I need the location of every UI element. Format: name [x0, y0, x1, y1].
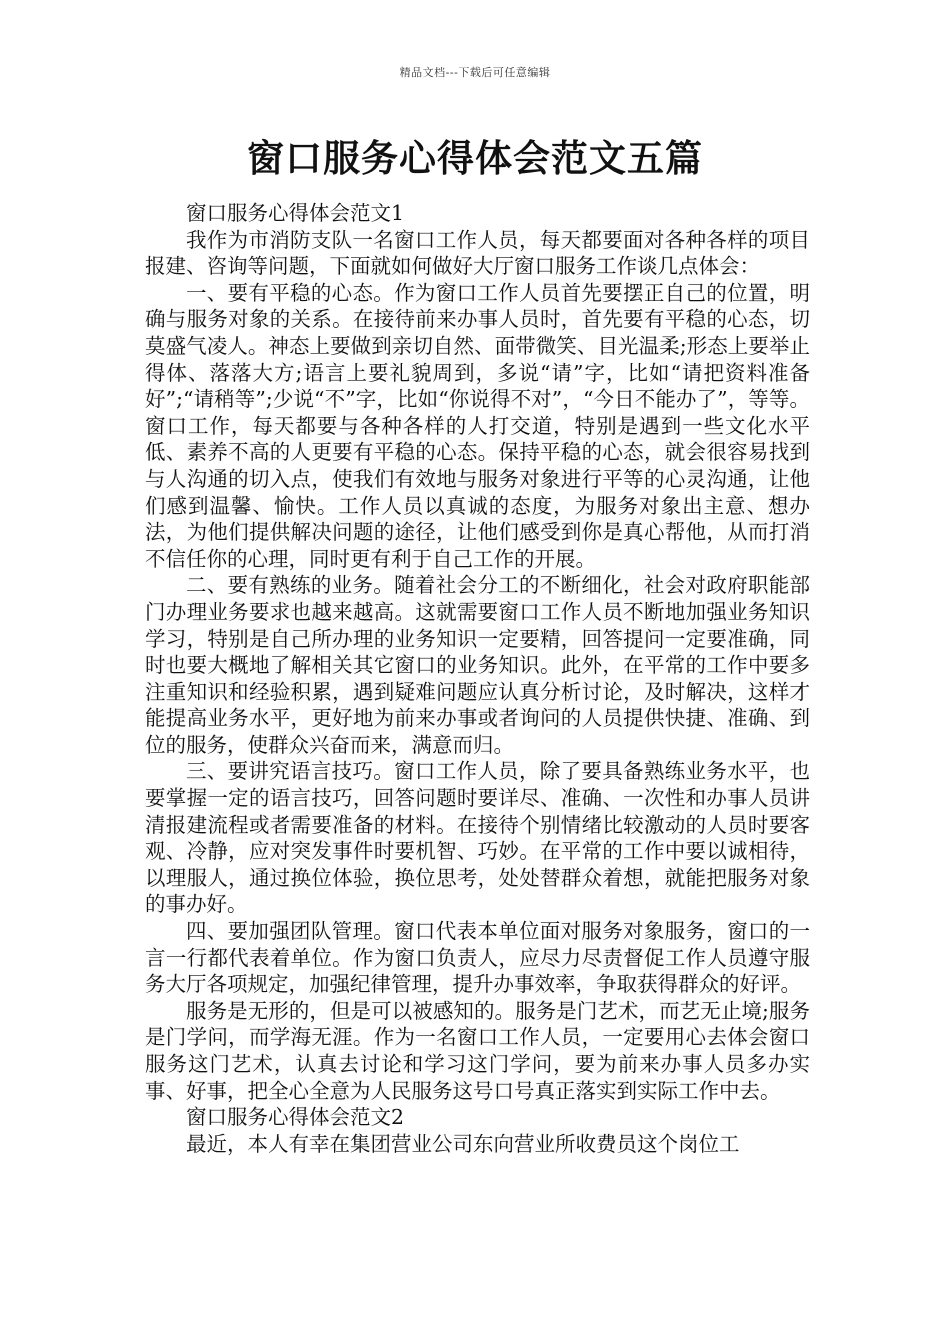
body-paragraph-point-2: 二、要有熟练的业务。随着社会分工的不断细化，社会对政府职能部门办理业务要求也越来越高。这就需要窗口工作人员不断地加强业务知识学习，特别是自己所办理的业务知识一定要精，回答提问一定要准确，同时也要大概地了解相关其它窗口的业务知识。此外，在平常的工作中要多注重知识和经验积累，遇到疑难问题应认真分析讨论，及时解决，这样才能提高业务水平，更好地为前来办事或者询问的人员提供快捷、准确、到位的服务，使群众兴奋而来，满意而归。	[145, 573, 810, 757]
body-paragraph-point-4: 四、要加强团队管理。窗口代表本单位面对服务对象服务，窗口的一言一行都代表着单位。作为窗口负责人，应尽力尽责督促工作人员遵守服务大厅各项规定，加强纪律管理，提升办事效率，争取获得群众的好评。	[145, 919, 810, 997]
section-heading-2: 窗口服务心得体会范文2	[186, 1105, 405, 1130]
document-title: 窗口服务心得体会范文五篇	[247, 137, 703, 180]
body-paragraph-section-2-start: 最近，本人有幸在集团营业公司东向营业所收费员这个岗位工	[186, 1131, 740, 1156]
body-paragraph-intro: 我作为市消防支队一名窗口工作人员，每天都要面对各种各样的项目报建、咨询等问题，下面就如何做好大厅窗口服务工作谈几点体会：	[145, 227, 810, 279]
body-paragraph-conclusion: 服务是无形的，但是可以被感知的。服务是门艺术，而艺无止境;服务是门学问，而学海无涯。作为一名窗口工作人员，一定要用心去体会窗口服务这门艺术，认真去讨论和学习这门学问，要为前来办事人员多办实事、好事，把全心全意为人民服务这号口号真正落实到实际工作中去。	[145, 998, 810, 1103]
section-heading-1: 窗口服务心得体会范文1	[186, 201, 405, 225]
header-note: 精品文档---下载后可任意编辑	[399, 66, 551, 79]
body-paragraph-point-3: 三、要讲究语言技巧。窗口工作人员，除了要具备熟练业务水平，也要掌握一定的语言技巧，回答问题时要详尽、准确、一次性和办事人员讲清报建流程或者需要准备的材料。在接待个别情绪比较激动的人员时要客观、冷静，应对突发事件时要机智、巧妙。在平常的工作中要以诚相待，以理服人，通过换位体验，换位思考，处处替群众着想，就能把服务对象的事办好。	[145, 759, 810, 917]
body-paragraph-point-1: 一、要有平稳的心态。作为窗口工作人员首先要摆正自己的位置，明确与服务对象的关系。在接待前来办事人员时，首先要有平稳的心态，切莫盛气凌人。神态上要做到亲切自然、面带微笑、目光温柔;形态上要举止得体、落落大方;语言上要礼貌周到，多说“请”字，比如“请把资料准备好”;“请稍等”;少说“不”字，比如“你说得不对”，“今日不能办了”，等等。窗口工作，每天都要与各种各样的人打交道，特别是遇到一些文化水平低、素养不高的人更要有平稳的心态。保持平稳的心态，就会很容易找到与人沟通的切入点，使我们有效地与服务对象进行平等的心灵沟通，让他们感到温馨、愉快。工作人员以真诚的态度，为服务对象出主意、想办法，为他们提供解决问题的途径，让他们感受到你是真心帮他，从而打消不信任你的心理，同时更有利于自己工作的开展。	[145, 280, 810, 571]
document-body	[145, 200, 810, 1157]
